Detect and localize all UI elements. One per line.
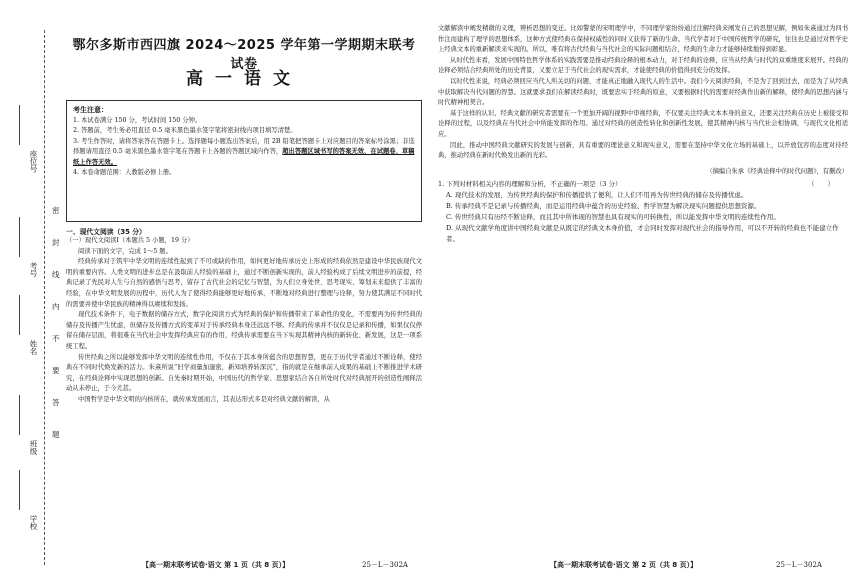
seal-word: 答: [52, 398, 60, 407]
seal-word: 线: [52, 270, 60, 279]
passage-paragraph: 以时代性来说，经典必须回应当代人所关切的问题，才能真正地融入现代人的生活中。我们今天阅读经典，不是为了回到过去，而是为了从经典中获取解决当代问题的智慧。这就要求我们在解读经典时，既要忠实于经典的原意，又要根据时代的需要对经典作出新的解释，使经典的思想内涵与时代精神相契合。: [438, 77, 848, 107]
answer-bracket: （ ）: [808, 179, 834, 188]
option-c: C. 传世经典只有历经不断诠释，而且其中所体现的智慧也具有现实的可转换性，所以能发挥中华文明的连续性作用。: [446, 212, 780, 221]
student-field-line[interactable]: [19, 105, 20, 145]
student-field-line[interactable]: [19, 295, 20, 335]
seal-word: 要: [52, 366, 60, 375]
passage-paragraph: 从时代性来看，发展中国特色哲学体系的实践需要是推动经典诠释的根本动力，对于经典的诠释，应当从经典与时代的双重维度来展开。经典的诠释必须结合经典所处的历史背景，又要立足于当代社会的现实需求，才能使经典的价值得到充分的发挥。: [438, 56, 848, 75]
passage-paragraph: 中国哲学是中华文明的内核所在，就传承发展而言，其表达形式多是对经典文献的解读，从: [78, 395, 330, 403]
seal-word: 不: [52, 334, 60, 343]
notice-item-3: 3. 考生作答时，请将答案答在答题卡上。选择题每小题选出答案后，用 2B 铅笔把答题卡上对应题目的答案标号涂黑；非选择题请用直径 0.5 毫米黑色墨水签字笔在答题卡上各题的答题区域内作答，超出答题区域书写的答案无效，在试题卷、草稿纸上作答无效。: [73, 137, 415, 166]
passage-paragraph: 因此，推动中国经典文献研究的发展与创新，具有重要的理论意义和现实意义，需要在坚持中华文化立场的基础上，以开放包容的态度对待经典，推动经典在新时代焕发出新的光彩。: [438, 141, 848, 160]
passage-paragraph: 文献解读中阐发精微的义理，辨析思想的变迁。比如警蒙的宋明理学中，不同理学家纷纷通过注解经典来阐发自己的思想见解，例如朱熹通过为四书作注而建构了理学的思想体系，这种方式使经典在保持权威性的同时又获得了新的生命。当代学者对于中国传统哲学的研究，往往也是通过对哲学史上经典文本的重新解读来实现的。所以，唯有将古代经典与当代社会的实际问题相结合，经典的生命力才能够持续地得到彰显。: [438, 25, 848, 54]
seal-word: 密: [52, 206, 60, 215]
reading-section: [66, 226, 422, 406]
binding-gutter: [0, 0, 58, 581]
notice-item-4: 4. 本卷命题范围：人教版必修上册。: [73, 169, 176, 176]
student-field-label: 学校: [29, 515, 38, 530]
notice-heading: 考生注意：: [73, 106, 108, 114]
option-b: B. 传承经典不是记录与传播经典，而是运用经典中蕴含的历史经验、哲学智慧为解决现实问题提供思想资源。: [446, 201, 761, 210]
instruction: 阅读下面的文字，完成 1～5 题。: [78, 247, 172, 255]
passage-paragraph: 经典传承对于筑牢中华文明的连续性起到了不可或缺的作用，如何更好地传承历史上形成的经典依然是建设中华民族现代文明的重要内容。人类文明的进步总是在汲取前人经验的基础上，通过不断创新实现的，前人经验构成了后续文明进步的前提，经典记录了先民对人生与自然的感悟与思考，留存了古代社会的记忆与智慧，为人们立身处世、思考现实、筹划未来提供了丰富的经验，在中华文明发展的历程中，历代人为了使得经典能够更好地传承，不断地对经典进行整理与诠释，努力使其满足不同时代的需要并使中华民族的精神得以赓续和发扬。: [66, 258, 422, 308]
passage-paragraph: 现代技术条件下，电子数据的储存方式，数字化阅读方式为经典的保护和传播带来了革命性的变化，不需要再为传世经典的储存及传播产生忧虑，但储存及传播方式的变革对于传承经典本身还远远不够。经典的传承并不仅仅是记录和传播，如果仅仅停留在储存层面，将很难在当代社会中发挥经典应有的作用，经典传承需要在当下实现其精神内核的新转化、新发展，这是一项系统工程。: [66, 311, 422, 350]
subject-title: 高一语文: [186, 69, 302, 89]
page-footer: 【高一期末联考试卷·语文 第 2 页（共 8 页）】: [550, 561, 698, 569]
option-a: A. 现代技术的发展，为传世经典的保护和传播提供了便利，让人们不用再为传世经典的储存及传播忧虑。: [446, 190, 748, 199]
footer-code: 25－L－302A: [776, 561, 822, 569]
student-field-label: 考号: [29, 262, 38, 277]
seal-word: 内: [52, 302, 60, 311]
seal-line: [44, 30, 45, 565]
student-field-line[interactable]: [19, 217, 20, 257]
page-content: [438, 24, 848, 245]
subsection-heading: （一）现代文阅读Ⅰ（本题共 5 小题，19 分）: [66, 237, 194, 244]
student-field-label: 姓名: [29, 340, 38, 355]
student-field-label: 班级: [29, 440, 38, 455]
footer-code: 25－L－302A: [362, 561, 408, 569]
notice-item-2: 2. 答题前，考生务必用直径 0.5 毫米黑色墨水签字笔将密封线内项目填写清楚。: [73, 127, 297, 134]
seal-word: 封: [52, 238, 60, 247]
option-d: D. 从现代文献学角度讲中国经典文献是从既定的经典文本身价值，才会同时发挥对现代社会的指导作用，可以不开转的经典也不能建立作者。: [446, 223, 839, 243]
exam-page-right: [430, 0, 860, 581]
student-field-label: 座位号: [29, 150, 38, 173]
exam-notice-box: [66, 100, 422, 222]
page-footer: 【高一期末联考试卷·语文 第 1 页（共 8 页）】: [142, 561, 290, 569]
passage-paragraph: 传世经典之所以能够发挥中华文明的连续性作用，不仅在于其本身所蕴含的思想智慧，更在于历代学者通过不断诠释，使经典在不同时代焕发新的活力。朱熹所说“旧学商量加邃密，新知培养转深沉”，指的就是在继承前人成果的基础上不断推进学术研究，在经典诠释中实现思想的创新。自先秦时期开始，中国历代的哲学家、思想家结合各自所处时代对经典展开的创造性阐释活动从未停止，于今尤甚。: [66, 353, 422, 393]
student-field-line[interactable]: [19, 470, 20, 510]
notice-item-1: 1. 本试卷满分 150 分，考试时间 150 分钟。: [73, 116, 202, 124]
section-heading: 一、现代文阅读（35 分）: [66, 228, 146, 236]
student-field-line[interactable]: [19, 395, 20, 435]
question-1: 1. 下列对材料相关内容的理解和分析，不正确的一项是（3 分） （ ）: [438, 179, 834, 188]
exam-title: 鄂尔多斯市西四旗 2024～2025 学年第一学期期末联考试卷: [72, 38, 416, 72]
seal-word: 题: [52, 430, 60, 439]
passage-paragraph: 基于这样的认识，经典文献的研究者需要在一个更加开阔的视野中审视经典，不仅要关注经典文本本身的意义，还要关注经典在历史上被接受和诠释的过程，以及经典在当代社会中所能发挥的作用。通过对经典的创造性转化和创新性发展，使其精神内核与当代社会相协调，与现代文化相适应。: [438, 109, 848, 138]
notice-highlight: 超出答题区域书写的答案无效，在试题卷、草稿纸上作答无效。: [73, 148, 415, 166]
source-note: （摘编自朱承《经典诠释中的时代问题》，有删改）: [706, 167, 848, 175]
